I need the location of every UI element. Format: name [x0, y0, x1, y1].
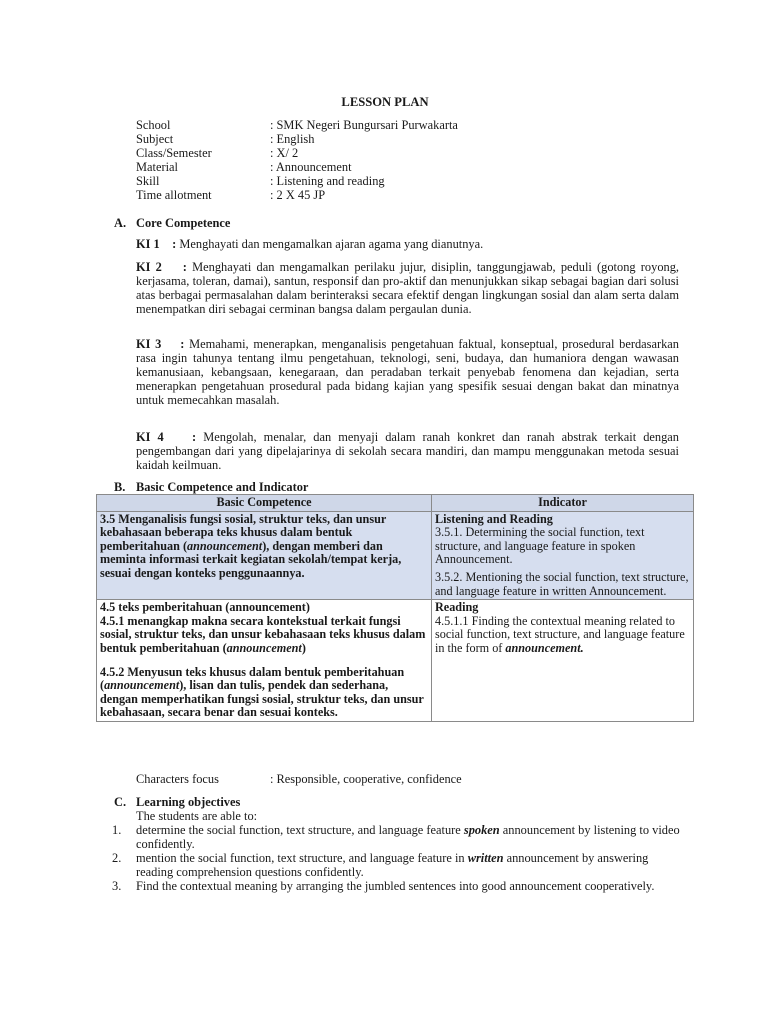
cell-text-italic: announcement [187, 538, 263, 553]
ki-label: KI 1 [136, 237, 160, 251]
ki-separator: : [182, 260, 187, 274]
section-title: Basic Competence and Indicator [136, 480, 309, 494]
ki-4-paragraph [136, 430, 679, 472]
objective-part: Find the contextual meaning by arranging the jumbled sentences into good announcement cooperatively. [136, 879, 655, 893]
ki-separator: : [172, 237, 177, 251]
info-label: Subject [136, 132, 174, 146]
objective-emphasis: spoken [463, 823, 500, 837]
indicator-item: 3.5.2. Mentioning the social function, text structure, and language feature in written Announcement. [435, 569, 689, 598]
objective-part: determine the social function, text structure, and language feature [136, 823, 464, 837]
objective-part: mention the social function, text structure, and language feature in [136, 851, 468, 865]
cell-text: ) [301, 640, 306, 655]
info-row-class [136, 146, 458, 160]
objective-text [136, 823, 680, 851]
ki-label: KI 3 [136, 337, 162, 351]
info-row-time [136, 188, 458, 202]
characters-focus [136, 772, 462, 786]
indicator-item [435, 615, 689, 656]
list-item [112, 823, 680, 851]
info-value: : Announcement [270, 160, 352, 174]
cell-text-italic: announcement [226, 640, 302, 655]
column-header: Indicator [432, 495, 694, 512]
table-header-row [97, 495, 694, 512]
list-number: 1. [112, 823, 122, 837]
indicator-item: 3.5.1. Determining the social function, text structure, and language feature in spoken Announcement. [435, 525, 645, 567]
ki-3-paragraph [136, 337, 679, 407]
ki-separator: : [180, 337, 185, 351]
info-value: : 2 X 45 JP [270, 188, 326, 202]
basic-competence-cell [97, 511, 432, 600]
indicator-title: Reading [435, 600, 479, 615]
ki-1-paragraph [136, 237, 679, 251]
competence-head: 4.5 teks pemberitahuan (announcement) [100, 600, 310, 615]
info-label: Class/Semester [136, 146, 212, 160]
info-value: : X/ 2 [270, 146, 299, 160]
ki-text: Menghayati dan mengamalkan perilaku jujur, disiplin, tanggungjawab, peduli (gotong royong, kerjasama, toleran, damai), santun, responsif dan pro-aktif dan menunjukkan sikap sebagai bagian dari solusi atas berbagai permasalahan dalam berinteraksi secara efektif dengan lingkungan sosial dan alam serta dalam menempatkan diri sebagai cerminan bangsa dalam pergaulan dunia. [136, 260, 680, 316]
page-title: LESSON PLAN [341, 95, 429, 109]
cell-text: 4.5.1 menangkap makna secara kontekstual terkait fungsi sosial, struktur teks, dan unsur kebahasaan teks khusus dalam bentuk pemberitahuan ( [100, 613, 426, 655]
ki-2-paragraph [136, 260, 679, 316]
objective-emphasis: written [467, 851, 504, 865]
list-number: 2. [112, 851, 122, 865]
section-c-heading [114, 795, 240, 809]
section-b-heading [114, 480, 308, 494]
ki-label: KI 4 [136, 430, 164, 444]
section-letter: C. [114, 795, 127, 809]
list-item [112, 851, 680, 879]
competence-table [96, 494, 694, 722]
indicator-cell [432, 511, 694, 600]
section-title: Learning objectives [136, 795, 241, 809]
table-row [97, 511, 694, 600]
section-letter: B. [114, 480, 126, 494]
cell-text: ), lisan dan tulis, pendek dan sederhana, dengan memperhatikan fungsi sosial, struktur teks, dan unsur kebahasaan, secara benar dan sesuai konteks. [100, 678, 424, 720]
info-label: School [136, 118, 171, 132]
objective-part: announcement by answering reading comprehension questions confidently. [136, 851, 649, 879]
section-letter: A. [114, 216, 127, 230]
competence-item [100, 666, 427, 720]
info-value: : SMK Negeri Bungursari Purwakarta [270, 118, 458, 132]
info-value: : Listening and reading [270, 174, 385, 188]
info-label: Skill [136, 174, 160, 188]
info-value: : English [270, 132, 315, 146]
info-label: Material [136, 160, 178, 174]
competence-item [100, 615, 427, 656]
characters-focus-value: : Responsible, cooperative, confidence [270, 772, 462, 786]
section-title: Core Competence [136, 216, 231, 230]
ki-text: Mengolah, menalar, dan menyaji dalam ranah konkret dan ranah abstrak terkait dengan pengembangan dari yang dipelajarinya di sekolah secara mandiri, dan mampu menggunakan metoda sesuai kaidah keilmuan. [136, 430, 679, 472]
info-row-subject [136, 132, 458, 146]
cell-text-bold-italic: announcement. [505, 640, 584, 655]
cell-text: 4.5.1.1 Finding the contextual meaning related to social function, text structure, and language feature in the form of [435, 613, 685, 655]
objective-part: announcement by listening to video confidently. [136, 823, 680, 851]
list-number: 3. [112, 879, 122, 893]
ki-text: Menghayati dan mengamalkan ajaran agama yang dianutnya. [176, 237, 484, 251]
objective-text [136, 879, 680, 893]
info-row-skill [136, 174, 458, 188]
column-header: Basic Competence [97, 495, 432, 512]
cell-text: 4.5.2 Menyusun teks khusus dalam bentuk pemberitahuan ( [100, 664, 405, 693]
objectives-intro: The students are able to: [136, 809, 258, 823]
ki-text: Memahami, menerapkan, menganalisis pengetahuan faktual, konseptual, prosedural berdasarkan rasa ingin tahunya tentang ilmu pengetahuan, teknologi, seni, budaya, dan humaniora dengan wawasan kemanusiaan, kebangsaan, kenegaraan, dan peradaban terkait penyebab fenomena dan kejadian, serta menerapkan pengetahuan prosedural pada bidang kajian yang spesifik sesuai dengan bakat dan minatnya untuk memecahkan masalah. [136, 337, 679, 407]
section-a-heading [114, 216, 230, 230]
indicator-title: Listening and Reading [435, 511, 553, 526]
info-row-school [136, 118, 458, 132]
list-item [112, 879, 680, 893]
info-row-material [136, 160, 458, 174]
basic-competence-cell [97, 600, 432, 722]
ki-label: KI 2 [136, 260, 162, 274]
info-label: Time allotment [136, 188, 212, 202]
table-row [97, 600, 694, 722]
characters-focus-label: Characters focus [136, 772, 219, 786]
indicator-cell [432, 600, 694, 722]
cell-text-italic: announcement [104, 678, 180, 693]
cell-text: ), dengan memberi dan meminta informasi terkait kegiatan sekolah/tempat kerja, sesuai dengan konteks penggunaannya. [100, 538, 402, 580]
cell-text: 3.5 Menganalisis fungsi sosial, struktur teks, dan unsur kebahasaan beberapa teks khusus dalam bentuk pemberitahuan ( [100, 511, 387, 553]
objective-text [136, 851, 680, 879]
ki-separator: : [192, 430, 197, 444]
lesson-info [136, 118, 458, 202]
